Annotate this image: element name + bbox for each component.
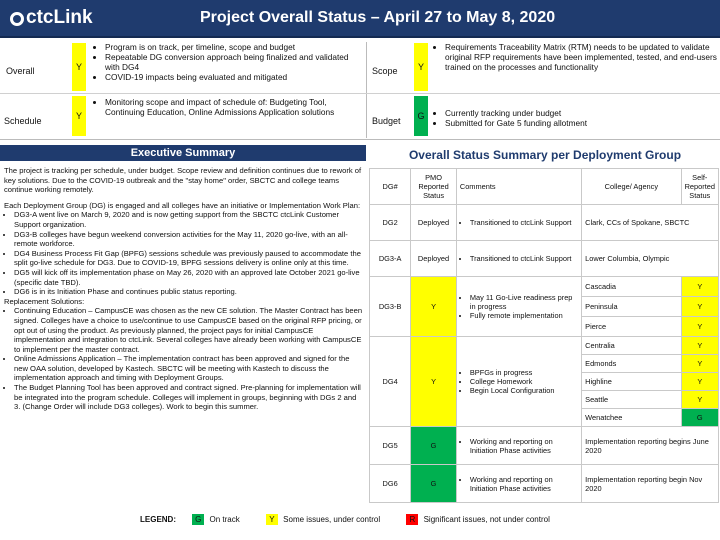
budget-bullets bbox=[434, 108, 718, 136]
self-status-cell: Y bbox=[681, 373, 718, 391]
scope-bullet: • Requirements Traceability Matrix (RTM) needs to be updated to validate original RFP requirements have been implemented, tested, and end-users trained on the processes and functionality bbox=[445, 42, 718, 72]
schedule-bullets bbox=[94, 97, 364, 137]
dg-cell: DG5 bbox=[370, 427, 411, 465]
budget-rating: G bbox=[414, 96, 428, 136]
comment-item: • May 11 Go-Live readiness prep in progress bbox=[470, 293, 578, 311]
scope-bullets bbox=[434, 42, 718, 92]
legend-label: LEGEND: bbox=[140, 514, 176, 524]
self-status-cell: Y bbox=[681, 317, 718, 337]
deployment-heading: Overall Status Summary per Deployment Group bbox=[408, 148, 682, 162]
table-row bbox=[370, 465, 719, 503]
college-cell: Implementation reporting begins June 2020 bbox=[582, 427, 719, 465]
college-cell: Seattle bbox=[582, 391, 681, 409]
legend-text: On track bbox=[209, 514, 240, 524]
college-cell: Cascadia bbox=[582, 277, 681, 297]
exec-intro: The project is tracking per schedule, under budget. Scope review and definition continues due to rework of key solutions. Due to the COVID-19 outbreak and the "stay home" order, SBCTC and college teams continue working remotely. bbox=[4, 166, 362, 195]
scope-rating: Y bbox=[414, 43, 428, 91]
table-row bbox=[370, 241, 719, 277]
logo-ring-icon bbox=[10, 12, 24, 26]
comment-item: • Transitioned to ctcLink Support bbox=[470, 218, 578, 227]
exec-dg-bullet: • DG3-B colleges have begun weekend conversion activities for the May 11, 2020 go-live, with an all-remote workforce. bbox=[14, 230, 364, 249]
college-cell: Wenatchee bbox=[582, 409, 681, 427]
exec-replacement-heading: Replacement Solutions: bbox=[4, 296, 85, 306]
budget-label: Budget bbox=[372, 116, 401, 126]
scope-label: Scope bbox=[372, 66, 398, 76]
college-cell: Centralia bbox=[582, 337, 681, 355]
college-cell: Implementation reporting begin Nov 2020 bbox=[582, 465, 719, 503]
self-status-cell: Y bbox=[681, 391, 718, 409]
college-cell: Peninsula bbox=[582, 297, 681, 317]
pmo-status-cell: G bbox=[411, 427, 457, 465]
comment-item: • BPFGs in progress bbox=[470, 368, 578, 377]
overall-label: Overall bbox=[6, 66, 35, 76]
comment-item: • Begin Local Configuration bbox=[470, 386, 578, 395]
schedule-bullet: • Monitoring scope and impact of schedule of: Budgeting Tool, Continuing Education, Online Admissions Application solutions bbox=[105, 97, 364, 117]
comments-cell bbox=[456, 427, 581, 465]
status-divider-h bbox=[0, 93, 720, 94]
legend-text: Significant issues, not under control bbox=[423, 514, 550, 524]
page-title: Project Overall Status – April 27 to May 8, 2020 bbox=[200, 9, 556, 26]
legend bbox=[140, 514, 700, 530]
overall-bullet: • COVID-19 impacts being evaluated and mitigated bbox=[105, 72, 362, 82]
self-status-cell: Y bbox=[681, 277, 718, 297]
legend-swatch-r: R bbox=[406, 514, 418, 525]
legend-swatch-g: G bbox=[192, 514, 204, 525]
brand-logo bbox=[10, 7, 160, 31]
comment-item: • Fully remote implementation bbox=[470, 311, 578, 320]
deployment-table bbox=[369, 168, 719, 503]
exec-replacement-bullet: • The Budget Planning Tool has been approved and contract signed. Pre-planning for implementation will be integrated into the program schedule. Colleges will implement in groups, beginning with DGs 2 and 3. (Change Order will include DG3 colleges). Work to begin this summer. bbox=[14, 383, 364, 412]
col-header-dg: DG# bbox=[370, 169, 411, 205]
comments-cell bbox=[456, 337, 581, 427]
budget-bullet: • Submitted for Gate 5 funding allotment bbox=[445, 118, 718, 128]
dg-cell: DG6 bbox=[370, 465, 411, 503]
comment-item: • College Homework bbox=[470, 377, 578, 386]
exec-dg-bullet: • DG4 Business Process Fit Gap (BPFG) sessions schedule was previously paused to accommodate the split go-live schedule for DG3. Due to COVID-19, BPFG sessions delivery is online only at this time. bbox=[14, 249, 364, 268]
col-header-self-status: Self-Reported Status bbox=[681, 169, 718, 205]
legend-text: Some issues, under control bbox=[283, 514, 381, 524]
college-cell: Highline bbox=[582, 373, 681, 391]
pmo-status-cell: Y bbox=[411, 337, 457, 427]
self-status-cell: Y bbox=[681, 337, 718, 355]
college-cell: Pierce bbox=[582, 317, 681, 337]
dg-cell: DG2 bbox=[370, 205, 411, 241]
budget-bullet: • Currently tracking under budget bbox=[445, 108, 718, 118]
table-row bbox=[370, 427, 719, 465]
pmo-status-cell: Y bbox=[411, 277, 457, 337]
pmo-status-cell: Deployed bbox=[411, 241, 457, 277]
college-cell: Edmonds bbox=[582, 355, 681, 373]
pmo-status-cell: Deployed bbox=[411, 205, 457, 241]
exec-replacement-bullet: • Online Admissions Application – The implementation contract has been approved and signed for the new OAA solution, developed by Kastech. SBCTC will be meeting with Kastech to discuss the implementation approach and timing with Deployment Groups. bbox=[14, 354, 364, 383]
comments-cell bbox=[456, 241, 581, 277]
self-status-cell: G bbox=[681, 409, 718, 427]
dg-cell: DG3-A bbox=[370, 241, 411, 277]
exec-dg-bullet: • DG3-A went live on March 9, 2020 and is now getting support from the SBCTC ctcLink Customer Support organization. bbox=[14, 210, 364, 229]
pmo-status-cell: G bbox=[411, 465, 457, 503]
table-row bbox=[370, 277, 719, 297]
self-status-cell: Y bbox=[681, 355, 718, 373]
comment-item: • Working and reporting on Initiation Phase activities bbox=[470, 437, 578, 455]
comments-cell bbox=[456, 205, 581, 241]
table-row bbox=[370, 337, 719, 355]
exec-replacement-bullet: • Continuing Education – CampusCE was chosen as the new CE solution. The Master Contract has been signed. Colleges have a choice to use/continue to use CampusCE based on the original RFP pricing, or opt out of using the product. As previously planned, the project pays for initial CampusCE implementation and integration to ctcLink. Several colleges have already been working with CampusCE to implement per the master contract. bbox=[14, 306, 364, 354]
col-header-college: College/ Agency bbox=[582, 169, 681, 205]
col-header-comments: Comments bbox=[456, 169, 581, 205]
comments-cell bbox=[456, 277, 581, 337]
overall-bullet: • Repeatable DG conversion approach being finalized and validated with DG4 bbox=[105, 52, 362, 72]
overall-bullets bbox=[94, 42, 362, 92]
exec-dg-bullet: • DG6 is in its Initiation Phase and continues public status reporting. bbox=[14, 287, 364, 297]
executive-summary-body bbox=[4, 166, 364, 506]
deployment-header-row bbox=[370, 169, 719, 205]
status-divider-v bbox=[366, 42, 367, 138]
schedule-label: Schedule bbox=[4, 116, 42, 126]
exec-dg-intro: Each Deployment Group (DG) is engaged and all colleges have an initiative or Implementation Work Plan: bbox=[4, 200, 361, 210]
comment-item: • Working and reporting on Initiation Phase activities bbox=[470, 475, 578, 493]
col-header-pmo-status: PMO Reported Status bbox=[411, 169, 457, 205]
table-row bbox=[370, 205, 719, 241]
college-cell: Clark, CCs of Spokane, SBCTC bbox=[582, 205, 719, 241]
overall-rating: Y bbox=[72, 43, 86, 91]
dg-cell: DG3-B bbox=[370, 277, 411, 337]
comments-cell bbox=[456, 465, 581, 503]
legend-swatch-y: Y bbox=[266, 514, 278, 525]
executive-summary-heading: Executive Summary bbox=[0, 145, 366, 161]
schedule-rating: Y bbox=[72, 96, 86, 136]
self-status-cell: Y bbox=[681, 297, 718, 317]
comment-item: • Transitioned to ctcLink Support bbox=[470, 254, 578, 263]
dg-cell: DG4 bbox=[370, 337, 411, 427]
logo-text: ctcLink bbox=[26, 7, 93, 28]
overall-bullet: • Program is on track, per timeline, scope and budget bbox=[105, 42, 362, 52]
college-cell: Lower Columbia, Olympic bbox=[582, 241, 719, 277]
exec-dg-bullet: • DG5 will kick off its implementation phase on May 26, 2020 with an approved late October 2021 go-live (specific date TBD). bbox=[14, 268, 364, 287]
